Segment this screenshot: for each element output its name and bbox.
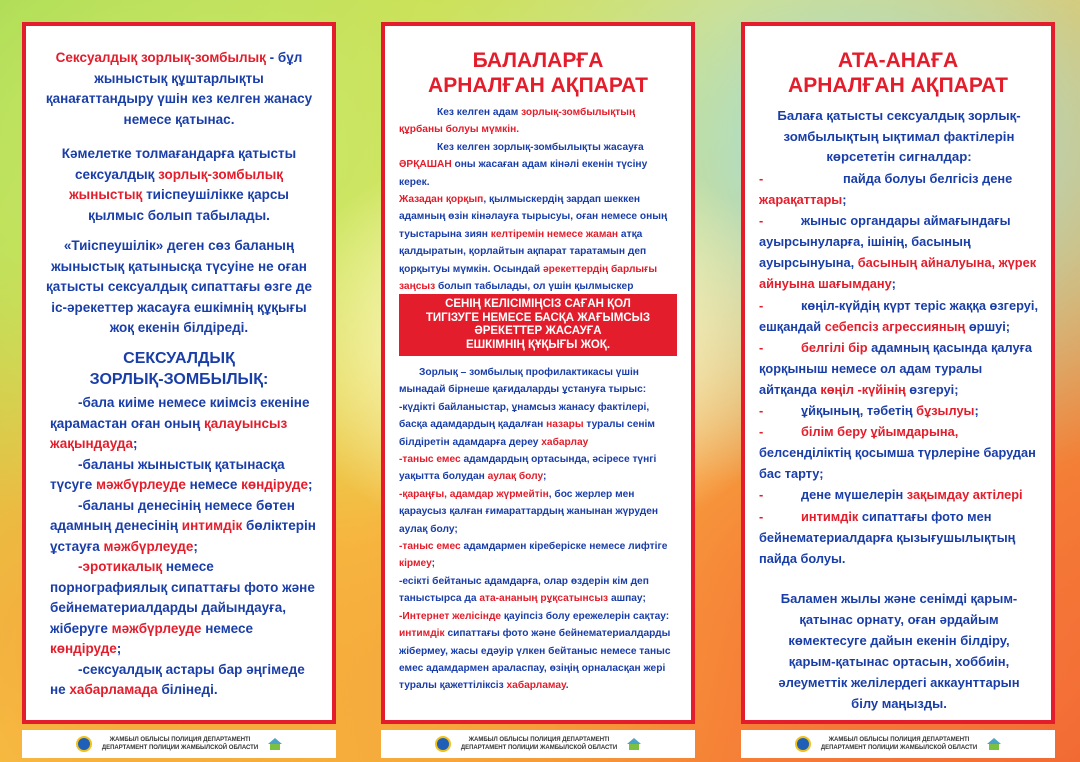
p1-b3-c: бөліктерін ұстауға	[50, 518, 316, 554]
emblem-icon	[795, 736, 811, 752]
p2-l10-d: сипаттағы фото және бейнематериалдарды жібермеу, жасы едәуір үлкен бейтаныс немесе таныс емес адамдармен араласпау, өзіңің орналасқан жері туралы қажеттіліксіз	[399, 628, 671, 692]
p3-title-line2: АРНАЛҒАН АҚПАРАТ	[788, 74, 1008, 97]
p3-i5-a: ұйқының, тәбетің	[801, 403, 917, 419]
p1-b4-c: мәжбүрлеуде	[111, 620, 202, 636]
p1-b5-b: хабарламада	[69, 682, 158, 697]
p1-b1-c: ;	[133, 436, 138, 451]
p3-bullet-3: -	[759, 297, 764, 313]
p2-l10-f: .	[565, 680, 569, 692]
p1-b2-c: немесе	[185, 477, 242, 492]
p1-bullets	[50, 393, 318, 701]
p2-l9-c: ашпау;	[608, 593, 646, 605]
p3-bullet-7: -	[759, 487, 764, 503]
p2-l10-e: хабарламау	[506, 680, 566, 692]
p1-b4-e: көндіруде	[50, 641, 117, 656]
p2-l7-a: -қараңғы, адамдар жүрмейтін	[399, 488, 549, 500]
footer-line2: ДЕПАРТАМЕНТ ПОЛИЦИИ ЖАМБЫЛСКОЙ ОБЛАСТИ	[820, 745, 978, 751]
p3-title	[745, 48, 1051, 98]
p1-b2-e: ;	[307, 477, 313, 492]
p2-l1-a: Кез келген адам	[437, 107, 522, 118]
p3-item-5	[759, 400, 1039, 421]
p1-b2-b: мәжбүрлеуде	[96, 477, 186, 492]
p2-l5-b: назары	[546, 419, 584, 431]
p2-l7-b: , бос жерлер мен қараусыз қалған ғимараттардың жанынан жүруден аулақ болу;	[399, 488, 659, 535]
p1-para3: «Тиіспеушілік» деген сөз баланың жыныстық қатынысқа түсуіне не оған қатысты сексуалдық сипаттағы өзге де іс-әрекеттер жасауға ешкімнің құқығы жоқ екенін білдіреді.	[46, 238, 312, 335]
emblem-icon	[76, 736, 92, 752]
p3-bullet-6: -	[759, 424, 764, 440]
footer-1	[22, 730, 336, 758]
p2-l2	[399, 139, 679, 191]
footer-line2: ДЕПАРТАМЕНТ ПОЛИЦИИ ЖАМБЫЛСКОЙ ОБЛАСТИ	[460, 745, 618, 751]
p1-bullet-5	[50, 660, 318, 701]
p2-l8-c: кірмеу	[399, 558, 432, 570]
p2-l3-e: әрекеттердің барлығы заңсыз	[399, 263, 658, 293]
p1-heading: СЕКСУАЛДЫҚ ЗОРЛЫҚ-ЗОМБЫЛЫҚ:	[89, 350, 269, 388]
p3-item-1	[759, 168, 1039, 210]
p1-bullet-4	[50, 557, 318, 660]
house-icon	[268, 738, 282, 750]
p3-i7-a: дене мүшелерін	[801, 487, 907, 503]
p1-b4-b: немесе порнографиялық сипаттағы фото және бейнематериалдарды дайындауға, жіберуге	[50, 559, 315, 636]
p1-intro-term: Сексуалдық зорлық-зомбылық	[55, 50, 266, 65]
p2-l2-a: Кез келген зорлық-зомбылықты жасауға	[437, 141, 644, 153]
p3-i3-b: себепсіз агрессияның	[824, 318, 966, 334]
p2-title-line1: БАЛАЛАРҒА	[472, 49, 604, 72]
footer-text	[461, 736, 617, 752]
p3-i1-c: ;	[842, 192, 847, 208]
p1-b5-a: -сексуалдық астары бар әңгімеде не	[50, 661, 305, 697]
p3-i3-a: көңіл-күйдің күрт теріс жаққа өзгеруі, ешқандай	[759, 297, 1038, 334]
p3-i8-a: интимдік	[801, 508, 859, 524]
p3-bullet-4: -	[759, 339, 764, 355]
p3-i7-b: зақымдау актілері	[906, 487, 1023, 503]
p2-l6-d: ;	[543, 471, 547, 483]
p3-i2-a: жыныс органдары аймағындағы ауырсынуларға, ішінің, басының ауырсынуына,	[759, 213, 1011, 271]
panel-parents-info	[741, 22, 1055, 724]
p2-warning-line3: ӘРЕКЕТТЕР ЖАСАУҒА	[474, 325, 602, 337]
p1-bullet-3	[50, 496, 318, 558]
p2-l1-b: зорлық-зомбылықтың құрбаны болуы мүмкін.	[399, 107, 636, 136]
footer-2	[381, 730, 695, 758]
p3-bullet-5: -	[759, 403, 764, 419]
p1-bullet-2	[50, 455, 318, 496]
p2-l7	[399, 486, 679, 538]
p1-b4-a: -эротикалық	[78, 559, 163, 574]
p2-title	[385, 48, 691, 98]
p2-l8-a: -таныс емес	[399, 541, 461, 553]
p2-l5	[399, 399, 679, 451]
p2-l3-f: болып табылады, ол үшін қылмыскер	[438, 281, 634, 293]
p2-l6-b: адамдардың ортасында, әсіресе түнгі уақытта болудан	[399, 454, 657, 483]
p3-item-4	[759, 337, 1039, 400]
p2-l8	[399, 538, 679, 573]
footer-line1: ЖАМБЫЛ ОБЛЫСЫ ПОЛИЦИЯ ДЕПАРТАМЕНТІ	[828, 737, 970, 743]
p3-item-7	[759, 484, 1039, 505]
p3-bullet-1: -	[759, 171, 764, 186]
p2-l8-d: ;	[431, 558, 436, 570]
p3-i2-b: басының айналуына, жүрек айнуына шағымдану	[759, 255, 1037, 292]
p3-item-6	[759, 421, 1039, 484]
p2-l9-b: ата-ананың рұқсатынсыз	[479, 593, 609, 605]
p2-l9	[399, 573, 679, 608]
p1-b5-c: білінеді.	[157, 682, 218, 697]
p3-i6-b: белсенділіктің қосымша түрлеріне барудан бас тарту;	[759, 445, 1036, 482]
p1-b4-d: немесе	[201, 620, 254, 636]
p2-top-text	[399, 104, 679, 313]
p3-intro: Балаға қатысты сексуалдық зорлық-зомбылықтың ықтимал фактілерін көрсететін сигналдар:	[777, 108, 1021, 164]
p1-para2-b: зорлық-зомбылық жыныстық	[69, 166, 283, 202]
p3-title-line1: АТА-АНАҒА	[837, 49, 959, 72]
p1-b2-d: көндіруде	[241, 477, 308, 492]
p3-bullet-2: -	[759, 213, 764, 229]
p2-l3-d: атқа қалдыратын, қорлайтын ақпарат таратамын деп қорқытуы мүмкін. Осындай	[399, 228, 647, 275]
p2-l10-c: интимдік	[399, 628, 445, 640]
p2-l4: Зорлық – зомбылық профилактикасы үшін мынадай бірнеше қағидаларды ұстануға тырыс:	[399, 367, 647, 396]
house-icon	[627, 738, 641, 750]
p1-b1-b: қалауынсыз жақындауда	[50, 415, 288, 451]
house-icon	[987, 738, 1001, 750]
p3-i6-a: білім беру ұйымдарына,	[801, 424, 959, 440]
p3-i1-a: пайда болуы белгісіз дене	[843, 171, 1013, 186]
footer-text	[821, 736, 977, 752]
p2-l1	[399, 104, 679, 139]
p3-i4-d: өзгеруі;	[905, 381, 959, 397]
footer-line2: ДЕПАРТАМЕНТ ПОЛИЦИИ ЖАМБЫЛСКОЙ ОБЛАСТИ	[101, 745, 259, 751]
p1-intro-text: - бұл жыныстық құштарлықты қанағаттандыру үшін кез келген жанасу немесе қатынас.	[45, 50, 313, 127]
p1-b3-e: ;	[193, 538, 198, 554]
p2-rules	[399, 364, 679, 695]
p3-list	[759, 168, 1039, 569]
p2-l6-c: аулақ болу	[487, 471, 544, 483]
p1-b2-a: -баланы жыныстық қатынасқа түсуге	[50, 456, 285, 492]
p1-para2-c: тиіспеушілікке қарсы қылмыс болып табылады.	[88, 187, 289, 223]
p3-item-3	[759, 295, 1039, 337]
p3-i2-c: ;	[891, 276, 896, 292]
p2-l3-b: , қылмыскердің зардап шеккен адамның өзін кінәлауға тырысуы, оған немесе оның туыстарына зиян	[399, 194, 668, 240]
p1-b3-a: -баланы денесінің немесе бөтен адамның денесінің	[50, 497, 295, 533]
p3-i4-c: көңіл -күйінің	[820, 381, 906, 397]
p3-item-2	[759, 210, 1039, 294]
p2-l2-c: оны жасаған адам кінәлі екенін түсіну керек.	[399, 159, 648, 188]
p2-warning-line4: ЕШКІМНІҢ ҚҰҚЫҒЫ ЖОҚ.	[465, 338, 611, 351]
p2-l9-a: -есікті бейтаныс адамдарға, олар өздерін кім деп таныстырса да	[399, 575, 649, 605]
p1-para2	[40, 144, 318, 226]
p2-l6	[399, 451, 679, 486]
p3-outro: Баламен жылы және сенімді қарым-қатынас орнату, оған әрдайым көмектесуге дайын екенін білдіру, қарым-қатынас ортасын, хоббиін, әлеуметтік желілердегі аккаунттарын білу маңызды.	[778, 591, 1020, 711]
footer-text	[102, 736, 258, 752]
p2-warning-box	[399, 294, 677, 356]
p3-i5-b: бұзылуы	[916, 403, 975, 419]
p3-bullet-8: -	[759, 508, 764, 524]
p3-i3-c: өршуі;	[965, 318, 1011, 334]
p2-l2-b: ӘРҚАШАН	[399, 159, 452, 171]
panel-sexual-violence	[22, 22, 336, 724]
p1-para2-a: Кәмелетке толмағандарға қатысты сексуалдық	[61, 146, 297, 182]
footer-line1: ЖАМБЫЛ ОБЛЫСЫ ПОЛИЦИЯ ДЕПАРТАМЕНТІ	[468, 737, 610, 743]
p2-title-line2: АРНАЛҒАН АҚПАРАТ	[428, 74, 648, 97]
p3-i8-b: сипаттағы фото мен бейнематериалдарға қызығушылықтың пайда болуы.	[759, 508, 1016, 566]
p2-l10-b: қауіпсіз болу ережелерін сақтау:	[501, 610, 670, 622]
p1-b1-a: -бала киіме немесе киімсіз екеніне қарамастан оған оның	[50, 395, 310, 431]
footer-line1: ЖАМБЫЛ ОБЛЫСЫ ПОЛИЦИЯ ДЕПАРТАМЕНТІ	[109, 737, 251, 743]
p1-intro	[40, 48, 318, 130]
emblem-icon	[435, 736, 451, 752]
p2-l3-a: Жазадан қорқып	[399, 194, 484, 206]
panel-children-info	[381, 22, 695, 724]
p1-b3-b: интимдік	[181, 518, 243, 533]
p2-warning-line2: ТИГІЗУГЕ НЕМЕСЕ БАСҚА ЖАҒЫМСЫЗ	[425, 311, 651, 324]
p2-l3-c: келтіремін немесе жаман	[490, 228, 619, 240]
p3-i5-c: ;	[974, 403, 979, 419]
p1-b4-f: ;	[116, 641, 122, 656]
footer-3	[741, 730, 1055, 758]
p1-bullet-1	[50, 393, 318, 455]
p3-item-8	[759, 506, 1039, 569]
p2-l6-a: -таныс емес	[399, 454, 461, 466]
p3-i4-b: адамның қасында қалуға қорқыныш немесе ол адам туралы айтқанда	[759, 339, 1033, 397]
p2-warning-line1: СЕНІҢ КЕЛІСІМІҢСІЗ САҒАН ҚОЛ	[445, 298, 631, 310]
p3-i4-a: белгілі бір	[801, 339, 868, 355]
p1-b3-d: мәжбүрлеуде	[103, 538, 194, 554]
p3-i1-b: жарақаттары	[759, 192, 843, 208]
p2-l5-d: хабарлау	[541, 436, 589, 448]
p2-l5-a: -күдікті байланыстар, ұнамсыз жанасу фактілері, басқа адамдардың қадалған	[399, 401, 650, 431]
p2-l8-b: адамдармен кіреберіске немесе лифтіге	[460, 541, 668, 553]
p2-l10-a: -Интернет желісінде	[399, 610, 502, 622]
p2-l10	[399, 608, 679, 695]
p2-l5-c: туралы сенім білдіретін адамдарға дереу	[399, 419, 655, 448]
